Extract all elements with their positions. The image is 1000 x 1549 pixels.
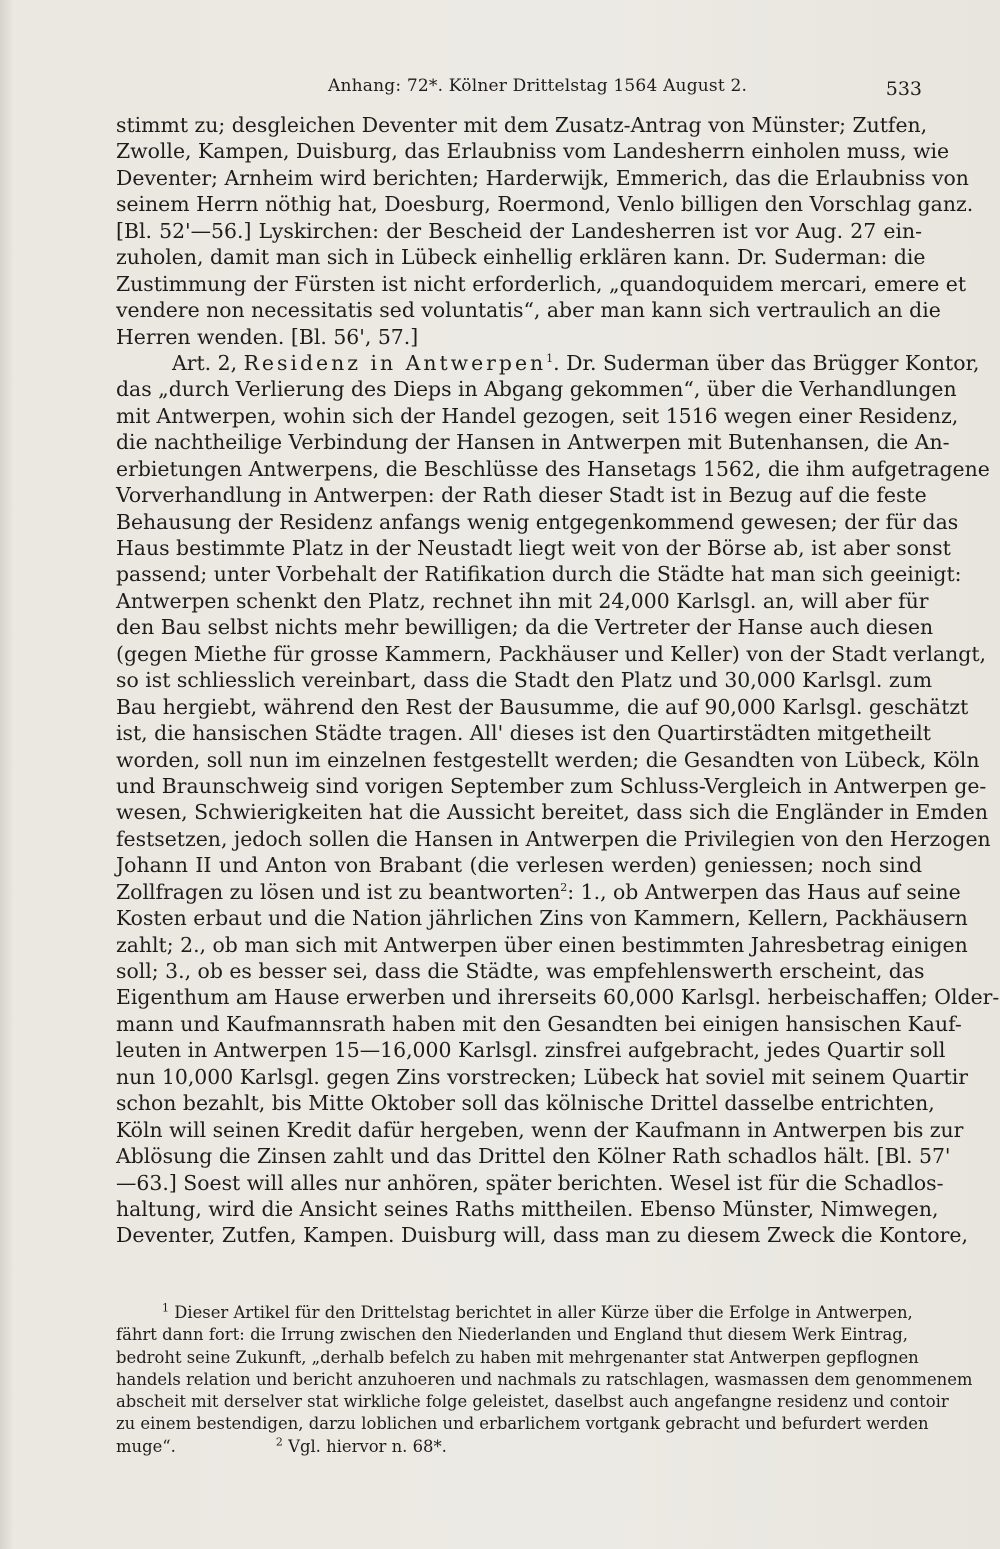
text-line: Ablösung die Zinsen zahlt und das Drittel den Kölner Rath schadlos hält. [Bl. 57' xyxy=(116,1144,951,1169)
text-line: das „durch Verlierung des Dieps in Abgang gekommen“, über die Verhandlungen xyxy=(116,377,957,402)
text-line: wesen, Schwierigkeiten hat die Aussicht bereitet, dass sich die Engländer in Emden xyxy=(116,800,988,825)
footnote-2-text: Vgl. hiervor n. 68*. xyxy=(288,1436,447,1456)
text-line: mann und Kaufmannsrath haben mit den Gesandten bei einigen hansischen Kauf- xyxy=(116,1011,962,1036)
text-line: Deventer; Arnheim wird berichten; Harderwijk, Emmerich, das die Erlaubniss von xyxy=(116,165,969,190)
text-line: worden, soll nun im einzelnen festgestellt werden; die Gesandten von Lübeck, Köln xyxy=(116,747,980,772)
text-line: schon bezahlt, bis Mitte Oktober soll das kölnische Drittel dasselbe entrichten, xyxy=(116,1091,935,1116)
text-line: Eigenthum am Hause erwerben und ihrerseits 60,000 Karlsgl. herbeischaffen; Older- xyxy=(116,985,1000,1010)
text-line: Herren wenden. [Bl. 56', 57.] xyxy=(116,324,419,349)
main-text xyxy=(116,112,1000,1249)
footnote-2 xyxy=(276,1437,447,1456)
footnote-1-line: bedroht seine Zukunft, „derhalb befelch zu haben mit mehrgenanter stat Antwerpen gepflognen xyxy=(116,1347,919,1367)
text-line: mit Antwerpen, wohin sich der Handel gezogen, seit 1516 wegen einer Residenz, xyxy=(116,403,959,428)
footnote-last-line xyxy=(116,1436,908,1458)
text-line: haltung, wird die Ansicht seines Raths mittheilen. Ebenso Münster, Nimwegen, xyxy=(116,1196,939,1221)
text-line: Behausung der Residenz anfangs wenig entgegenkommend gewesen; der für das xyxy=(116,509,959,534)
text-line: Kosten erbaut und die Nation jährlichen Zins von Kammern, Kellern, Packhäusern xyxy=(116,906,968,931)
footnote-1-line xyxy=(116,1301,913,1324)
footnote-ref-1[interactable]: 1 xyxy=(546,352,554,366)
text-line: festsetzen, jedoch sollen die Hansen in Antwerpen die Privilegien von den Herzogen xyxy=(116,826,991,851)
text-line: den Bau selbst nichts mehr bewilligen; da die Vertreter der Hanse auch diesen xyxy=(116,615,934,640)
footnote-1-text: Dieser Artikel für den Drittelstag berichtet in aller Kürze über die Erfolge in Antwerpen, xyxy=(174,1303,913,1322)
text-line: (gegen Miethe für grosse Kammern, Packhäuser und Keller) von der Stadt verlangt, xyxy=(116,641,987,666)
text-line: und Braunschweig sind vorigen September zum Schluss-Vergleich in Antwerpen ge- xyxy=(116,773,987,798)
page-number: 533 xyxy=(885,78,922,100)
text-line: seinem Herrn nöthig hat, Doesburg, Roermond, Venlo billigen den Vorschlag ganz. xyxy=(116,192,974,217)
footnote-1-end: muge“. xyxy=(116,1436,176,1456)
text-line: zahlt; 2., ob man sich mit Antwerpen über einen bestimmten Jahresbetrag einigen xyxy=(116,932,968,957)
running-title: Anhang: 72*. Kölner Drittelstag 1564 August 2. xyxy=(328,76,748,96)
text-line: Zwolle, Kampen, Duisburg, das Erlaubniss vom Landesherrn einholen muss, wie xyxy=(116,139,950,164)
text-line: Bau hergiebt, während den Rest der Bausumme, die auf 90,000 Karlsgl. geschätzt xyxy=(116,694,969,719)
text-line: —63.] Soest will alles nur anhören, später berichten. Wesel ist für die Schadlos- xyxy=(116,1170,944,1195)
footnote-2-mark: 2 xyxy=(275,1435,283,1449)
text-line: Deventer, Zutfen, Kampen. Duisburg will, dass man zu diesem Zweck die Kontore, xyxy=(116,1223,968,1248)
footnote-ref-2[interactable]: 2 xyxy=(560,880,568,894)
footnote-1-line: zu einem bestendigen, darzu loblichen und erbarlichem vortgank gebracht und befurdert werden xyxy=(116,1414,929,1434)
text-line: passend; unter Vorbehalt der Ratifikation durch die Städte hat man sich geeinigt: xyxy=(116,562,962,587)
text-line: nun 10,000 Karlsgl. gegen Zins vorstrecken; Lübeck hat soviel mit seinem Quartir xyxy=(116,1064,969,1089)
text-line: leuten in Antwerpen 15—16,000 Karlsgl. zinsfrei aufgebracht, jedes Quartir soll xyxy=(116,1038,946,1063)
text-line: ist, die hansischen Städte tragen. All' dieses ist den Quartirstädten mitgetheilt xyxy=(116,721,931,746)
footnotes xyxy=(116,1301,973,1458)
footnote-1-line: abscheit mit derselver stat wirkliche folge geleistet, daselbst auch angefangne residenz und contoir xyxy=(116,1392,949,1412)
article-number: Art. 2, xyxy=(172,350,238,375)
text-segment: : 1., ob Antwerpen das Haus auf seine xyxy=(567,879,961,904)
footnote-1-line: fährt dann fort: die Irrung zwischen den Niederlanden und England thut diesem Werk Eintrag, xyxy=(116,1325,908,1345)
text-line: erbietungen Antwerpens, die Beschlüsse des Hansetags 1562, die ihm aufgetragene xyxy=(116,456,990,481)
text-line: die nachtheilige Verbindung der Hansen in Antwerpen mit Butenhansen, die An- xyxy=(116,430,950,455)
text-line: Johann II und Anton von Brabant (die verlesen werden) geniessen; noch sind xyxy=(116,853,922,878)
article-text: . Dr. Suderman über das Brügger Kontor, xyxy=(553,350,980,375)
text-line: soll; 3., ob es besser sei, dass die Städte, was empfehlenswerth erscheint, das xyxy=(116,959,925,983)
article-heading-line xyxy=(116,350,980,376)
text-segment: Zollfragen zu lösen und ist zu beantworten xyxy=(116,879,561,904)
text-line: Vorverhandlung in Antwerpen: der Rath dieser Stadt ist in Bezug auf die feste xyxy=(116,483,927,508)
text-line: Zustimmung der Fürsten ist nicht erforderlich, „quandoquidem mercari, emere et xyxy=(116,271,967,296)
footnote-1-line: handels relation und bericht anzuhoeren und nachmals zu ratschlagen, wasmassen dem genommenem xyxy=(116,1369,973,1389)
running-header xyxy=(116,76,922,102)
text-line: Antwerpen schenkt den Platz, rechnet ihn mit 24,000 Karlsgl. an, will aber für xyxy=(116,588,929,613)
text-line: Haus bestimmte Platz in der Neustadt liegt weit von der Börse ab, ist aber sonst xyxy=(116,536,951,560)
text-line: so ist schliesslich vereinbart, dass die Stadt den Platz und 30,000 Karlsgl. zum xyxy=(116,668,933,693)
text-line: zuholen, damit man sich in Lübeck einhellig erklären kann. Dr. Suderman: die xyxy=(116,245,926,270)
article-title: Residenz in Antwerpen xyxy=(243,350,547,375)
text-line: stimmt zu; desgleichen Deventer mit dem Zusatz-Antrag von Münster; Zutfen, xyxy=(116,113,928,137)
text-line: vendere non necessitatis sed voluntatis“, aber man kann sich vertraulich an die xyxy=(116,298,941,323)
text-line-with-footnote xyxy=(116,879,961,905)
footnote-1-mark: 1 xyxy=(162,1301,169,1315)
text-line: Köln will seinen Kredit dafür hergeben, wenn der Kaufmann in Antwerpen bis zur xyxy=(116,1117,964,1142)
text-line: [Bl. 52'—56.] Lyskirchen: der Bescheid der Landesherren ist vor Aug. 27 ein- xyxy=(116,218,922,243)
